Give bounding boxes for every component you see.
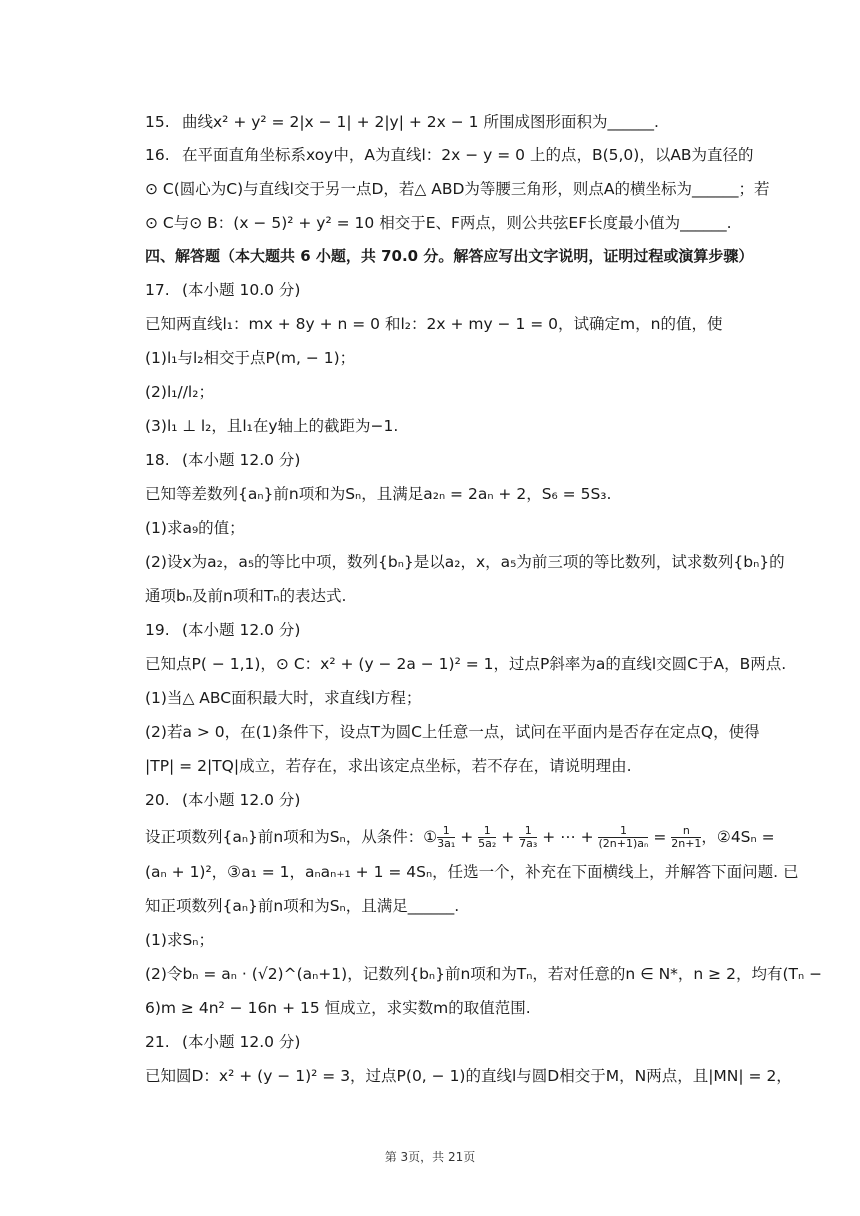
question-score: (本小题 12.0 分): [182, 621, 301, 639]
numerator: 1: [524, 824, 532, 837]
question-number: 19.: [145, 621, 170, 639]
question-score: (本小题 10.0 分): [182, 281, 301, 299]
numerator: 1: [483, 824, 491, 837]
numerator: n: [682, 824, 690, 837]
question-score: (本小题 12.0 分): [182, 791, 301, 809]
denominator: (2n+1)aₙ: [598, 837, 649, 850]
question-number: 21.: [145, 1033, 170, 1051]
sub-question: (1)l₁与l₂相交于点P(m, − 1)；: [145, 349, 356, 367]
question-text-line: ⊙ C与⊙ B：(x − 5)² + y² = 10 相交于E、F两点，则公共弦EF长度最小值为______.: [145, 214, 732, 232]
section-heading: 四、解答题（本大题共 6 小题，共 70.0 分。解答应写出文字说明，证明过程或演算步骤）: [145, 247, 754, 265]
numerator: 1: [619, 824, 627, 837]
question-number: 15.: [145, 113, 170, 131]
question-score: (本小题 12.0 分): [182, 451, 301, 469]
denominator: 2n+1: [671, 837, 702, 850]
question-number: 20.: [145, 791, 170, 809]
denominator: 3a₁: [437, 837, 456, 850]
sub-question: (2)l₁//l₂；: [145, 383, 214, 401]
question-stem: 设正项数列{aₙ}前n项和为Sₙ，从条件：① $\frac{1}{\text{3a₁}}$ + $\frac{1}{\text{5a₂}}$ + $\frac{1}{\text{7a₃}}$ + ⋯ + $\frac{1}{\text{(2n+1)aₙ}}$ = $\frac{n}{2n+1}$ ，②4Sₙ =: [145, 824, 775, 850]
question-stem: 已知两直线l₁：mx + 8y + n = 0 和l₂：2x + my − 1 = 0，试确定m，n的值，使: [145, 315, 723, 333]
question-stem: 已知点P( − 1,1)，⊙ C：x² + (y − 2a − 1)² = 1，过点P斜率为a的直线l交圆C于A，B两点.: [145, 655, 787, 673]
question-stem-continued: 知正项数列{aₙ}前n项和为Sₙ，且满足______.: [145, 897, 460, 915]
sub-question: (1)求a₉的值；: [145, 519, 245, 537]
sub-question: (2)令bₙ = aₙ · (√2)^(aₙ+1)，记数列{bₙ}前n项和为Tₙ，若对任意的n ∈ N*，n ≥ 2，均有(Tₙ −: [145, 965, 823, 983]
fraction: [671, 825, 701, 850]
fraction: [519, 825, 537, 850]
denominator: 5a₂: [478, 837, 497, 850]
stem-text: ，②4Sₙ =: [701, 828, 775, 846]
sub-question: (1)求Sₙ；: [145, 931, 214, 949]
sub-question: (2)设x为a₂，a₅的等比中项，数列{bₙ}是以a₂，x，a₅为前三项的等比数列，试求数列{bₙ}的: [145, 553, 785, 571]
fraction: [437, 825, 455, 850]
fraction: [598, 825, 648, 850]
question-score: (本小题 12.0 分): [182, 1033, 301, 1051]
question-stem: 已知圆D：x² + (y − 1)² = 3，过点P(0, − 1)的直线l与圆D相交于M，N两点，且|MN| = 2，: [145, 1067, 792, 1085]
numerator: 1: [442, 824, 450, 837]
sub-question-continued: 6)m ≥ 4n² − 16n + 15 恒成立，求实数m的取值范围.: [145, 999, 531, 1017]
stem-text: 设正项数列{aₙ}前n项和为Sₙ，从条件：①: [145, 828, 438, 846]
question-text: 在平面直角坐标系xoy中，A为直线l：2x − y = 0 上的点，B(5,0)，以AB为直径的: [182, 146, 754, 164]
sub-question: (3)l₁ ⊥ l₂，且l₁在y轴上的截距为−1.: [145, 417, 399, 435]
question-stem-continued: (aₙ + 1)²，③a₁ = 1，aₙaₙ₊₁ + 1 = 4Sₙ，任选一个，补充在下面横线上，并解答下面问题. 已: [145, 863, 799, 881]
question-text-line: ⊙ C(圆心为C)与直线l交于另一点D，若△ ABD为等腰三角形，则点A的横坐标为______；若: [145, 180, 770, 198]
sub-question: (2)若a > 0，在(1)条件下，设点T为圆C上任意一点，试问在平面内是否存在定点Q，使得: [145, 723, 760, 741]
sub-question: (1)当△ ABC面积最大时，求直线l方程；: [145, 689, 422, 707]
page-footer: 第 3页，共 21页: [384, 1150, 476, 1164]
denominator: 7a₃: [519, 837, 538, 850]
question-text: 曲线x² + y² = 2|x − 1| + 2|y| + 2x − 1 所围成图形面积为______.: [182, 113, 659, 131]
question-number: 17.: [145, 281, 170, 299]
question-number: 16.: [145, 146, 170, 164]
sub-question-continued: |TP| = 2|TQ|成立，若存在，求出该定点坐标，若不存在，请说明理由.: [145, 757, 632, 775]
question-number: 18.: [145, 451, 170, 469]
sub-question-continued: 通项bₙ及前n项和Tₙ的表达式.: [145, 587, 347, 605]
question-stem: 已知等差数列{aₙ}前n项和为Sₙ，且满足a₂ₙ = 2aₙ + 2，S₆ = 5S₃.: [145, 485, 612, 503]
fraction: [478, 825, 496, 850]
